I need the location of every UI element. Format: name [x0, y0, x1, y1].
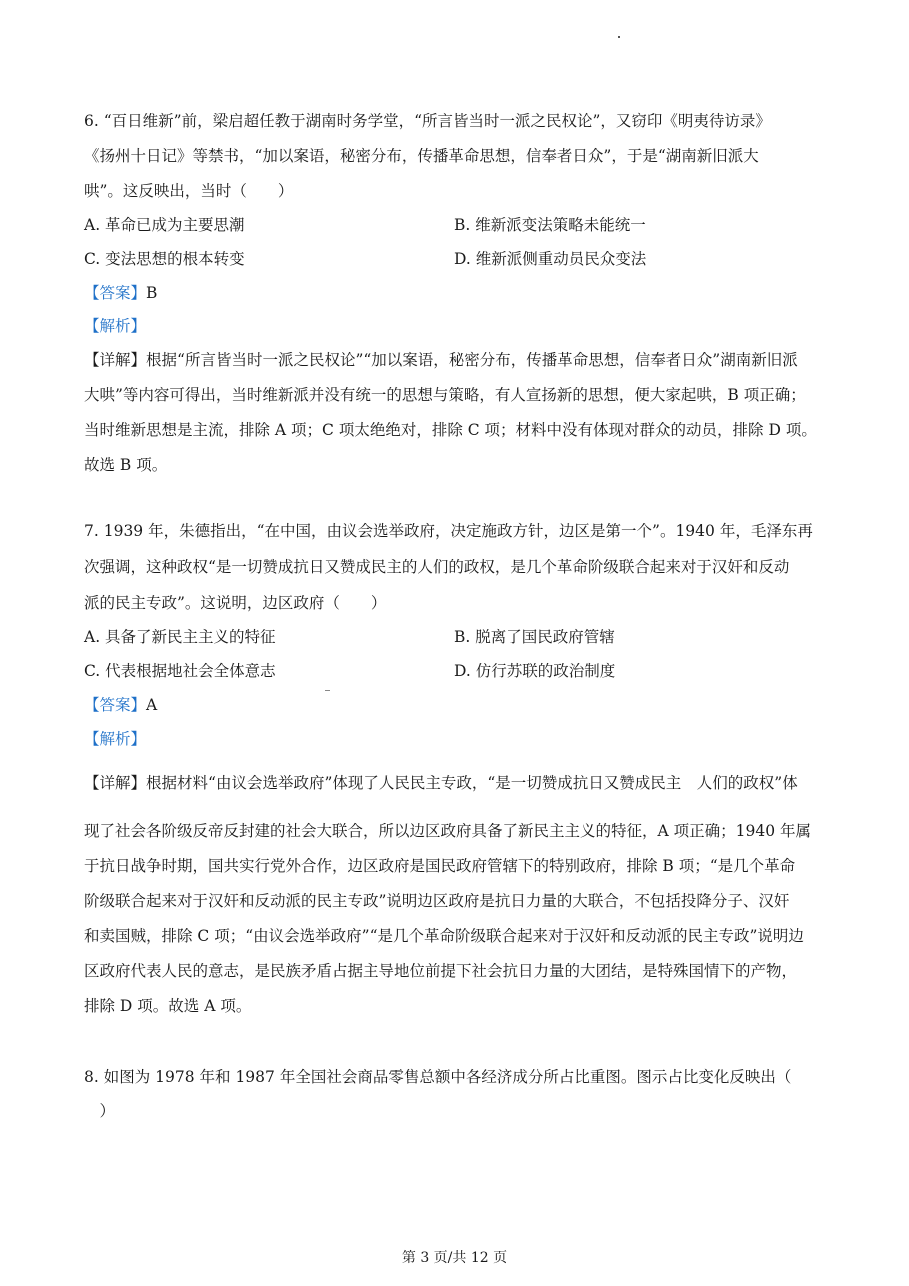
detail-tag: 【详解】 [84, 774, 147, 792]
question-7-analysis-heading [84, 728, 829, 750]
question-6-detail-line: 故选 B 项。 [84, 456, 168, 474]
question-6-detail-line: 当时维新思想是主流，排除 A 项；C 项太绝绝对，排除 C 项；材料中没有体现对群众的动员，排除 D 项。 [84, 421, 817, 439]
question-7-detail-line [84, 772, 829, 794]
question-6-answer [84, 282, 829, 304]
answer-tag: 【答案】 [84, 696, 147, 714]
answer-value: B [146, 284, 158, 302]
speck-mark [618, 36, 620, 38]
question-7-detail-line: 现了社会各阶级反帝反封建的社会大联合，所以边区政府具备了新民主主义的特征，A 项正确；1940 年属 [84, 822, 811, 840]
question-8-stem-line: ） [84, 1102, 116, 1120]
question-6-stem-line: 哄”。这反映出，当时（ ） [84, 182, 294, 200]
analysis-tag: 【解析】 [84, 317, 147, 335]
question-7-detail-line: 区政府代表人民的意志，是民族矛盾占据主导地位前提下社会抗日力量的大团结，是特殊国情下的产物， [84, 962, 798, 980]
question-6-detail-line [84, 349, 829, 371]
question-7-option-b: B. 脱离了国民政府管辖 [454, 628, 615, 646]
detail-tag: 【详解】 [84, 351, 147, 369]
question-6-option-b: B. 维新派变法策略未能统一 [454, 216, 646, 234]
question-7-detail-line: 和卖国贼，排除 C 项；“由议会选举政府”“是几个革命阶级联合起来对于汉奸和反动派的民主专政”说明边 [84, 927, 804, 945]
question-7-stem-line: 7. 1939 年，朱德指出，“在中国，由议会选举政府，决定施政方针，边区是第一个”。1940 年，毛泽东再 [84, 522, 813, 540]
question-7-answer [84, 694, 829, 716]
question-7-stem-line: 派的民主专政”。这说明，边区政府（ ） [84, 594, 387, 612]
answer-tag: 【答案】 [84, 284, 147, 302]
question-7-stem-line: 次强调，这种政权“是一切赞成抗日又赞成民主的人们的政权，是几个革命阶级联合起来对于汉奸和反动 [84, 558, 790, 576]
question-8-stem-line: 8. 如图为 1978 年和 1987 年全国社会商品零售总额中各经济成分所占比重图。图示占比变化反映出（ [84, 1068, 792, 1086]
detail-text: 根据“所言皆当时一派之民权论”“加以案语，秘密分布，传播革命思想，信奉者日众”湖南新旧派 [146, 351, 798, 369]
question-6-stem-line: 《扬州十日记》等禁书，“加以案语，秘密分布，传播革命思想，信奉者日众”，于是“湖南新旧派大 [84, 147, 759, 165]
question-6-option-a: A. 革命已成为主要思潮 [84, 216, 245, 234]
question-7-detail-line: 排除 D 项。故选 A 项。 [84, 997, 252, 1015]
question-7-option-a: A. 具备了新民主主义的特征 [84, 628, 276, 646]
answer-value: A [146, 696, 158, 714]
question-7-detail-line: 于抗日战争时期，国共实行党外合作，边区政府是国民政府管辖下的特别政府，排除 B 项；“是几个革命 [84, 857, 796, 875]
detail-text: 根据材料“由议会选举政府”体现了人民民主专政，“是一切赞成抗日又赞成民主 人们的政权”体 [146, 774, 798, 792]
question-6-analysis-heading [84, 315, 829, 337]
question-7-option-c: C. 代表根据地社会全体意志 [84, 662, 276, 680]
page-number-footer: 第 3 页/共 12 页 [401, 1250, 508, 1266]
question-6-option-d: D. 维新派侧重动员民众变法 [454, 250, 647, 268]
stray-mark [325, 690, 330, 691]
question-6-stem-line: 6. “百日维新”前，梁启超任教于湖南时务学堂，“所言皆当时一派之民权论”，又窃印《明夷待访录》 [84, 112, 771, 130]
analysis-tag: 【解析】 [84, 730, 147, 748]
question-7-option-d: D. 仿行苏联的政治制度 [454, 662, 616, 680]
question-7-detail-line: 阶级联合起来对于汉奸和反动派的民主专政”说明边区政府是抗日力量的大联合，不包括投降分子、汉奸 [84, 892, 790, 910]
question-6-option-c: C. 变法思想的根本转变 [84, 250, 245, 268]
question-6-detail-line: 大哄”等内容可得出，当时维新派并没有统一的思想与策略，有人宣扬新的思想，便大家起哄，B 项正确； [84, 386, 806, 404]
